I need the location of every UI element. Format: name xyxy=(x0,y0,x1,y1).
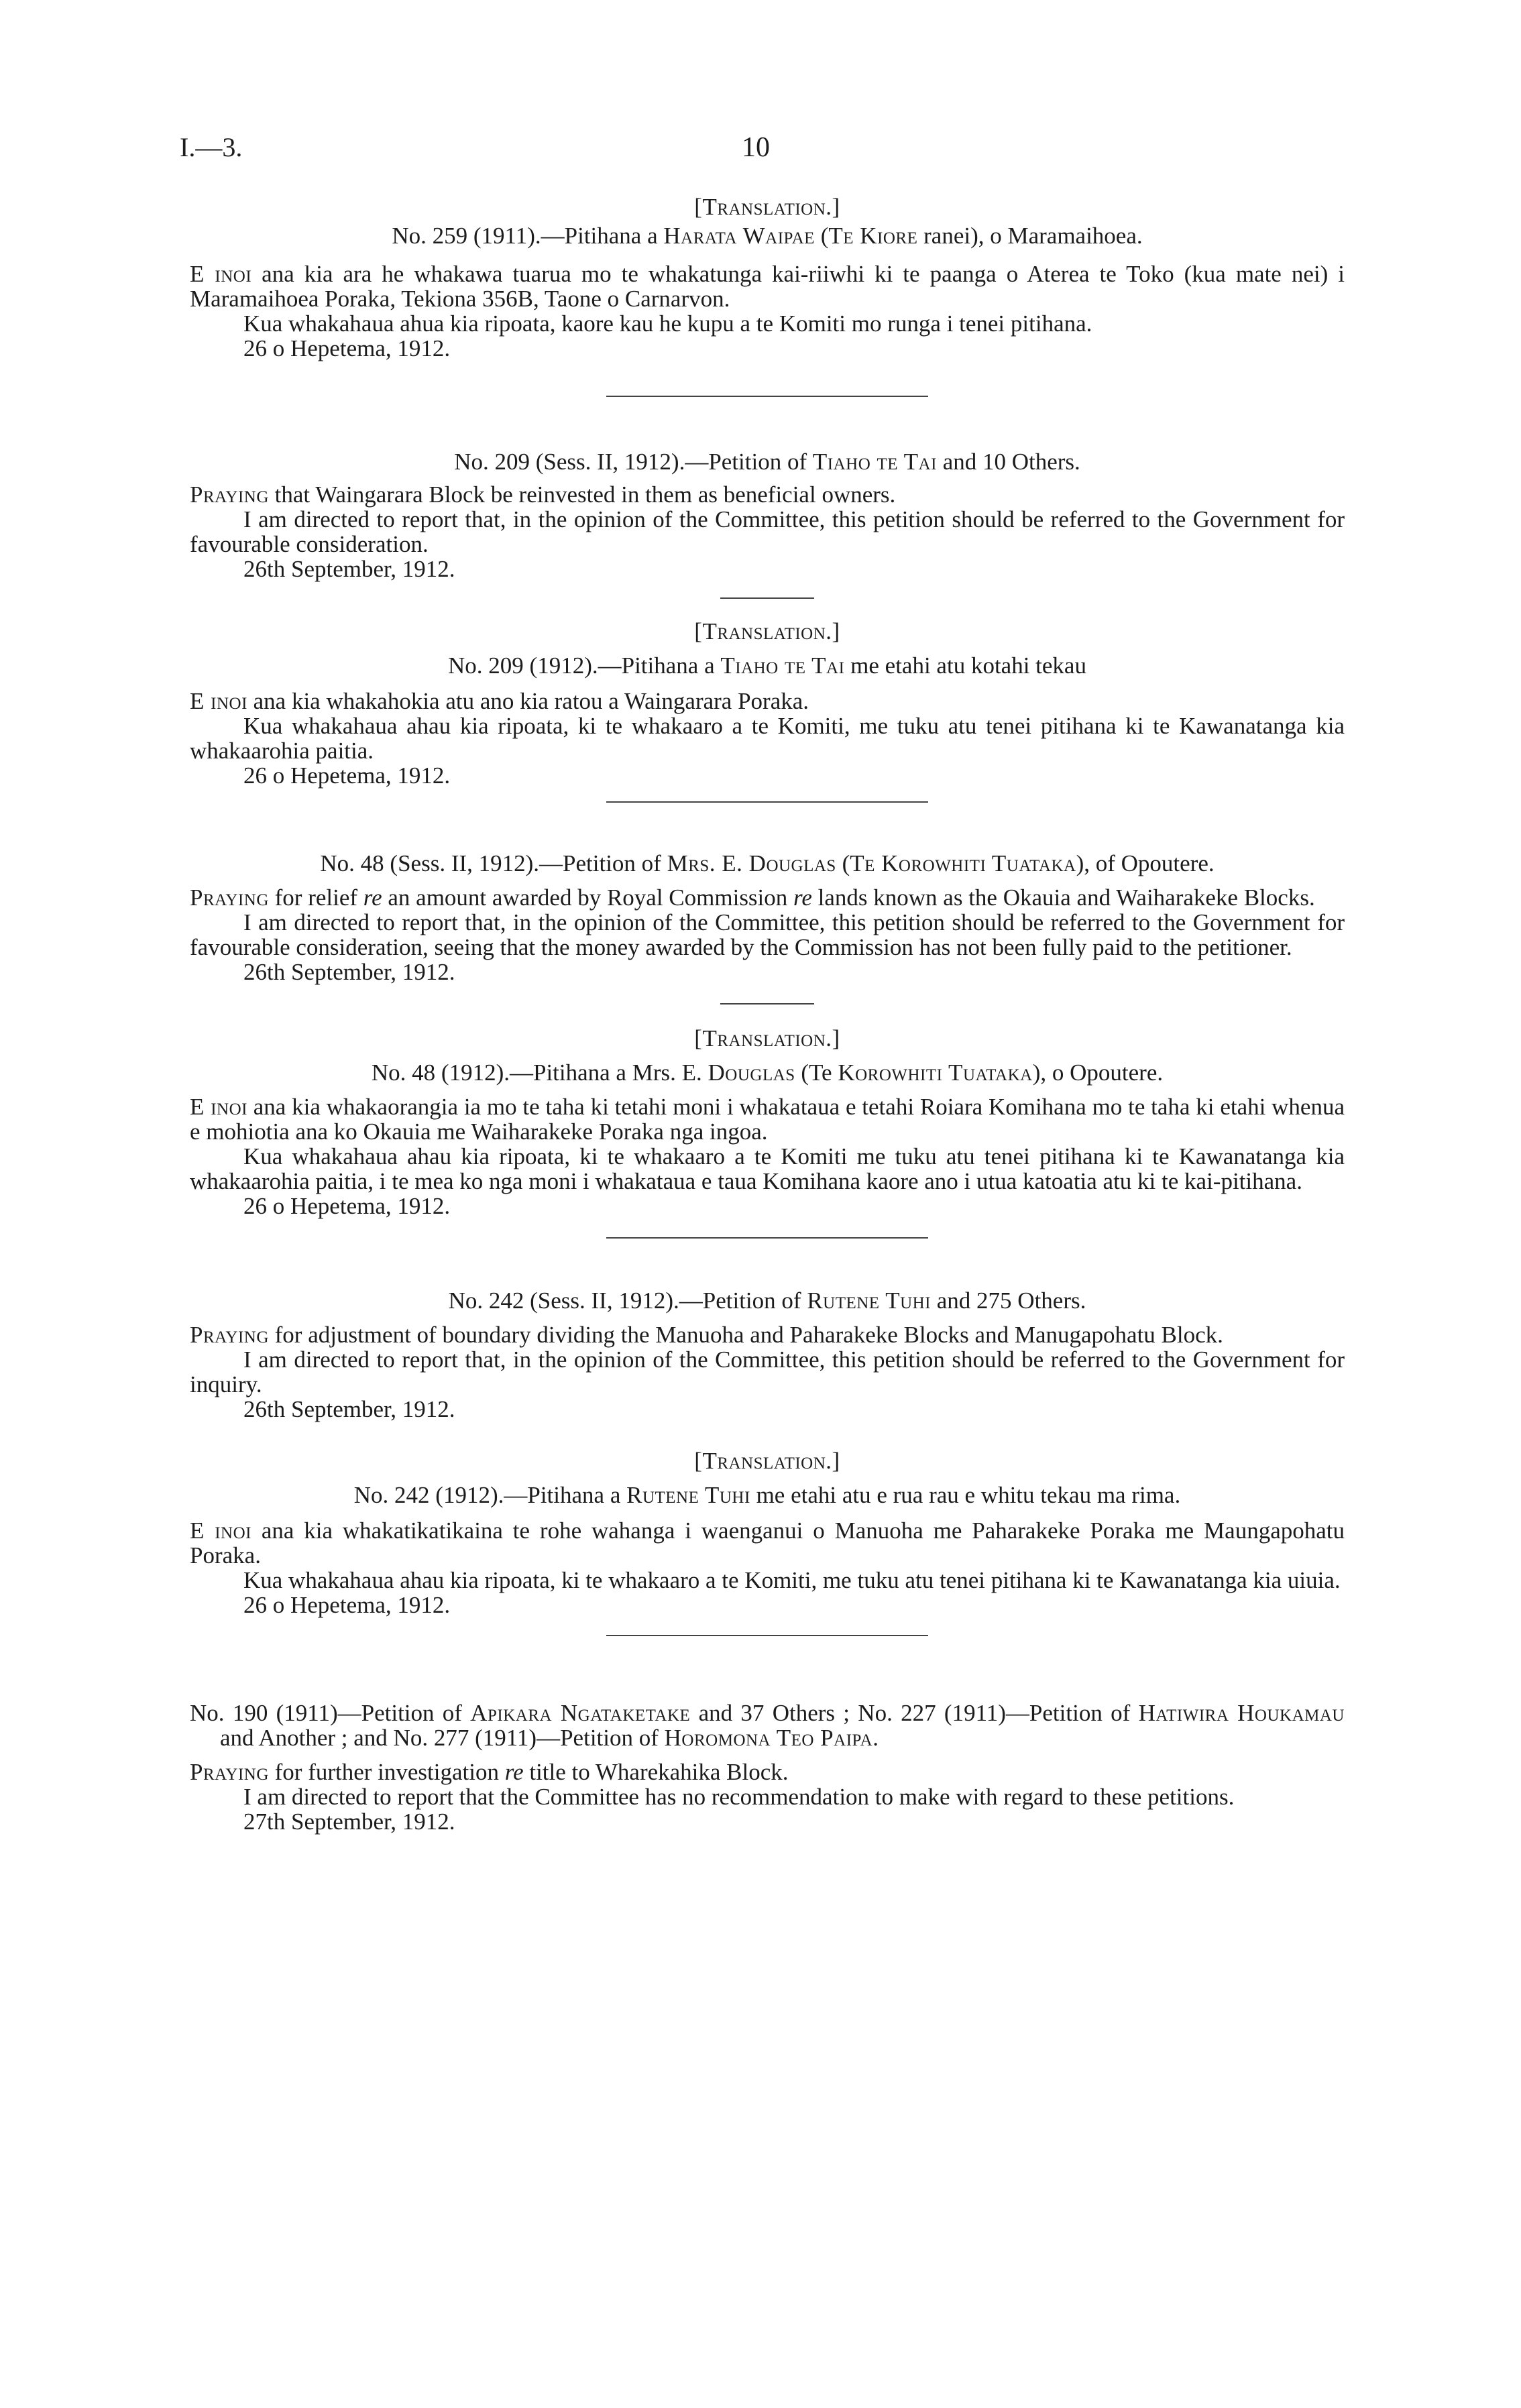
page-number: 10 xyxy=(742,132,770,163)
petition-heading: No. 259 (1911).—Pitihana a Harata Waipae (Te Kiore ranei), o Maramaihoea. xyxy=(392,223,1143,249)
petition-heading: No. 242 (1912).—Pitihana a Rutene Tuhi me etahi atu e rua rau e whitu tekau ma rima. xyxy=(353,1482,1181,1508)
document-reference: I.—3. xyxy=(180,132,243,162)
committee-report: I am directed to report that the Committee has no recommendation to make with regard to these petitions. xyxy=(243,1784,1235,1810)
petition-prayer: Praying for adjustment of boundary dividing the Manuoha and Paharakeke Blocks and Manugapohatu Block. xyxy=(190,1322,1223,1348)
petition-prayer: E inoi ana kia whakahokia atu ano kia ratou a Waingarara Poraka. xyxy=(190,688,809,714)
committee-report: Kua whakahaua ahau kia ripoata, ki te whakaaro a te Komiti, me tuku atu tenei pitihana ki te Kawanatanga kia uiuia. xyxy=(243,1567,1341,1593)
petition-prayer: Praying for further investigation re title to Wharekahika Block. xyxy=(190,1759,789,1785)
petition-heading: No. 48 (1912).—Pitihana a Mrs. E. Douglas (Te Korowhiti Tuataka), o Opoutere. xyxy=(371,1059,1164,1086)
petition-translation-242 xyxy=(190,1448,1345,1617)
report-date: 26 o Hepetema, 1912. xyxy=(243,1592,451,1618)
document-body xyxy=(190,194,1345,1834)
report-date: 26 o Hepetema, 1912. xyxy=(243,762,451,789)
petition-heading: No. 48 (Sess. II, 1912).—Petition of Mrs. E. Douglas (Te Korowhiti Tuataka), of Opoutere. xyxy=(320,850,1215,876)
committee-report: Kua whakahaua ahau kia ripoata, ki te whakaaro a te Komiti, me tuku atu tenei pitihana ki te Kawanatanga kia whakaarohia paitia. xyxy=(190,713,1345,764)
committee-report: I am directed to report that, in the opinion of the Committee, this petition should be referred to the Government for inquiry. xyxy=(190,1346,1345,1397)
translation-label: [Translation.] xyxy=(694,1448,840,1474)
section-divider xyxy=(606,1237,928,1239)
petition-heading: No. 242 (Sess. II, 1912).—Petition of Rutene Tuhi and 275 Others. xyxy=(448,1287,1086,1314)
committee-report: I am directed to report that, in the opinion of the Committee, this petition should be referred to the Government for favourable consideration. xyxy=(190,506,1345,557)
petition-translation-48 xyxy=(190,1026,1345,1218)
section-divider xyxy=(606,1635,928,1636)
report-date: 26 o Hepetema, 1912. xyxy=(243,335,451,361)
translation-label: [Translation.] xyxy=(694,194,840,220)
petition-prayer: Praying that Waingarara Block be reinvested in them as beneficial owners. xyxy=(190,481,896,508)
petition-prayer: E inoi ana kia whakaorangia ia mo te taha ki tetahi moni i whakataua e tetahi Roiara Komihana mo te taha ki etahi whenua e mohiotia ana ko Okauia me Waiharakeke Poraka nga ingoa. xyxy=(190,1094,1345,1145)
petition-prayer: E inoi ana kia whakatikatikaina te rohe wahanga i waenganui o Manuoha me Paharakeke Poraka me Maungapohatu Poraka. xyxy=(190,1517,1345,1568)
report-date: 26th September, 1912. xyxy=(243,959,455,985)
translation-label: [Translation.] xyxy=(694,1025,840,1051)
translation-divider xyxy=(720,597,814,599)
report-date: 26th September, 1912. xyxy=(243,1396,455,1422)
petition-heading: No. 190 (1911)—Petition of Apikara Ngataketake and 37 Others ; No. 227 (1911)—Petition of Hatiwira Houkamau and Another ; and No. 277 (1911)—Petition of Horomona Teo Paipa. xyxy=(190,1700,1345,1751)
committee-report: I am directed to report that, in the opinion of the Committee, this petition should be referred to the Government for favourable consideration, seeing that the money awarded by the Commission has not been fully paid to the petitioner. xyxy=(190,909,1345,960)
committee-report: Kua whakahaua ahua kia ripoata, kaore kau he kupu a te Komiti mo runga i tenei pitihana. xyxy=(243,310,1092,337)
report-date: 26 o Hepetema, 1912. xyxy=(243,1193,451,1219)
report-date: 27th September, 1912. xyxy=(243,1809,455,1835)
report-date: 26th September, 1912. xyxy=(243,556,455,582)
committee-report: Kua whakahaua ahau kia ripoata, ki te whakaaro a te Komiti me tuku atu tenei pitihana ki te Kawanatanga kia whakaarohia paitia, i te mea ko nga moni i whakataua e taua Komihana kaore ano i utua katoatia atu ki te kai-pitihana. xyxy=(190,1143,1345,1194)
petition-translation-209 xyxy=(190,619,1345,788)
section-divider xyxy=(606,396,928,397)
translation-divider xyxy=(720,1003,814,1005)
petition-translation-259 xyxy=(190,194,1345,361)
petition-heading: No. 209 (Sess. II, 1912).—Petition of Tiaho te Tai and 10 Others. xyxy=(454,449,1080,475)
petition-heading: No. 209 (1912).—Pitihana a Tiaho te Tai me etahi atu kotahi tekau xyxy=(448,652,1086,679)
petition-48 xyxy=(190,851,1345,984)
petition-209 xyxy=(190,449,1345,581)
section-divider xyxy=(606,801,928,803)
petition-prayer: Praying for relief re an amount awarded by Royal Commission re lands known as the Okauia and Waiharakeke Blocks. xyxy=(190,884,1315,911)
petition-prayer: E inoi ana kia ara he whakawa tuarua mo te whakatunga kai-riiwhi ki te paanga o Aterea te Toko (kua mate nei) i Maramaihoea Poraka, Tekiona 356B, Taone o Carnarvon. xyxy=(190,261,1345,312)
translation-label: [Translation.] xyxy=(694,618,840,644)
petition-242 xyxy=(190,1288,1345,1422)
petition-190-227-277 xyxy=(190,1701,1345,1834)
